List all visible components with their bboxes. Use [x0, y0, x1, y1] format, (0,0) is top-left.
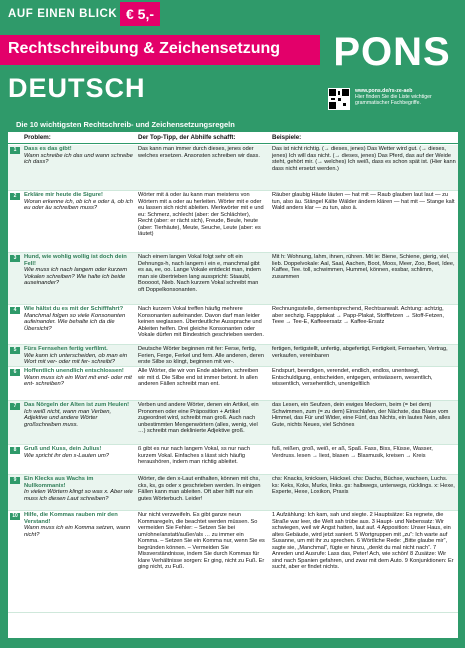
rule-row [8, 401, 458, 445]
problem-title: Fürs Fernsehen fertig verfilmt. [24, 346, 108, 352]
rule-row [8, 445, 458, 475]
rule-tip: Wörter mit ä oder äu kann man meistens von Wörtern mit a oder au herleiten. Wörter mit e oder eu lassen sich nicht ableiten. Merkwörter mit e und eu: Schmerz, schlecht (aber: der Schlächter), Recht (aber: er rächt sich), Freude, Beule, heute (aber: Tierhäute), Meute, Seuche, Leute (aber: es läutet) [138, 192, 264, 237]
rule-number: 6 [10, 369, 20, 376]
rule-tip: Verben und andere Wörter, denen ein Artikel, ein Pronomen oder eine Präposition + Artikel zugeordnet wird, schreibt man groß. Auch nach unbestimmten Mengenwörtern (alles, wenig, viel …) schreibt man deklinierte Adjektive groß. [138, 402, 259, 434]
rule-tip: Deutsche Wörter beginnen mit fer: Ferse, fertig, Ferien, Ferge, Ferkel und fern. Alle anderen, deren erste Silbe so klingt, beginnen mit ver-. [138, 346, 264, 365]
problem-title: Erkläre mir heute die Sigure! [24, 192, 103, 198]
problem-title: Hund, wie wohlig wollig ist doch dein Fell! [24, 254, 127, 267]
subtitle: Rechtschreibung & Zeichensetzung [8, 40, 281, 57]
rule-examples: das Lesen, ein Seufzen, dein ewiges Meckern, beim (= bei dem) Schwimmen, zum (= zu dem) Einschlafen, der Nächste, das Blaue vom Himmel, das Für und Wider, eine Fünf, das Nichts, ein lautes Nein, alles Gute, nichts Neues, viel Schönes [272, 402, 451, 428]
rule-row [8, 145, 458, 191]
problem-question: Manchmal folgen so viele Konsonanten aufeinander. Wie behalte ich da die Übersicht? [24, 312, 126, 332]
rule-examples: Rechnungsstelle, dementsprechend, Rechtsanwalt. Achtung: achtzig, aber sechzig. Fappplakat → Papp-Plakat, Stofffetzen → Stoff-Fetzen, Teee → Tee-E, Kaffeeersatz → Kaffee-Ersatz [272, 306, 444, 325]
cover-header [0, 0, 465, 117]
rule-row [8, 475, 458, 511]
rule-number: 3 [10, 255, 20, 262]
rule-examples: Räuber glaubig Häute läuten — hat mit — Raub glauben laut laut — zu tun, also äu. Stängel Kälte Wälder ändern klären — hat mit — Stange kalt Wald anders klar — zu tun, also ä. [272, 192, 455, 211]
problem-title: Das Nörgeln der Alten ist zum Heulen! [24, 402, 130, 408]
rule-tip: ß gibt es nur nach langem Vokal, ss nur nach kurzem Vokal. Einfaches s lässt sich häufig heraushören, indem man richtig ableitet. [138, 446, 250, 465]
col-tip: Der Top-Tipp, der Abhilfe schafft: [138, 134, 236, 141]
rule-row [8, 367, 458, 401]
problem-question: Wie kann ich unterscheiden, ob man ein Wort mit ver- oder mit fer- schreibt? [24, 352, 128, 366]
problem-title: Hilfe, die Kommas rauben mir den Verstand! [24, 512, 118, 525]
rule-number: 8 [10, 447, 20, 454]
rule-number: 4 [10, 307, 20, 314]
page-title: DEUTSCH [8, 73, 146, 103]
rule-row [8, 305, 458, 345]
problem-title: Hoffentlich unendlich entschlossen! [24, 368, 124, 374]
problem-title: Ein Klecks aus Wachs im Nullkommanix! [24, 476, 94, 489]
subtitle-banner [0, 35, 320, 65]
rule-tip: Nur nicht verzweifeln. Es gibt ganze neun Kommaregeln, die beachtet werden müssen. So vermeiden Sie Fehler: – Setzen Sie bei um/ohne/anstatt/außer/als … zu immer ein Komma. – Setzen Sie ein Komma nur, wenn Sie es begründen können. – Vermeiden Sie Missverständnisse, indem Sie durch Kommas für klare Verhältnisse sorgen: Er ging, nicht zu Fuß. Er ging nicht, zu Fuß. [138, 512, 265, 570]
problem-question: Wie muss ich nach langem oder kurzem Vokalen schreiben? Wie halte ich beide auseinander? [24, 267, 128, 287]
rule-problem [24, 192, 134, 212]
rule-tip: Das kann man immer durch dieses, jenes oder welches ersetzen. Ansonsten schreiben wir dass. [138, 146, 260, 159]
rule-examples: Endspurt, beendigen, verendet, endlich, endlos, unentwegt, Entschuldigung, entscheiden, entgegen, entwässern, wesentlich, wissentlich, versehentlich, unentgeltlich [272, 368, 433, 387]
table-heading: Die 10 wichtigsten Rechtschreib- und Zeichensetzungsregeln [8, 118, 458, 132]
rule-number: 9 [10, 477, 20, 484]
price-badge: € 5,- [120, 2, 160, 26]
rule-tip: Wörter, die den x-Laut enthalten, können mit chs, cks, ks, gs oder x geschrieben werden. In einigen Fällen kann man ableiten. Oft aber hilft nur ein gutes Wörterbuch. Leider! [138, 476, 261, 502]
problem-question: Wann schreibe ich das und wann schreibe ich dass? [24, 152, 133, 166]
rules-card [8, 118, 458, 638]
rule-tip: Nach kurzem Vokal treffen häufig mehrere Konsonanten aufeinander. Davon darf man leider keinen weglassen. Überdeutliche Aussprache und Ableiten helfen. Drei gleiche Konsonanten oder Vokale dürfen mit Bindestrich geschrieben werden. [138, 306, 264, 338]
series-label: AUF EINEN BLICK [8, 8, 118, 20]
rule-problem [24, 346, 134, 366]
problem-title: Gruß und Kuss, dein Julius! [24, 446, 102, 452]
rule-problem [24, 512, 134, 538]
rule-problem [24, 446, 134, 459]
rule-examples: fertigen, fertigstellt, unfertig, abgefertigt, Fertigkeit, Fernsehen, Vertrag, verkaufen, vereinbaren [272, 346, 448, 359]
rule-examples: fuß, reißen, groß, weiß, er aß, Spaß. Fass, Biss, Flüsse, Wasser, Verdruss. lesen → liest, blasen → Blasmusik, kreisen → Kreis [272, 446, 433, 459]
qr-caption [355, 88, 465, 107]
problem-question: In vielen Wörtern klingt so was x. Aber wie muss ich diesen Laut schreiben? [24, 489, 133, 502]
rule-row [8, 191, 458, 253]
problem-question: Wie spricht ihr den s-Lauten um? [24, 452, 110, 459]
rule-examples: chs: Knacks, knicksen, Häcksel. chs: Dachs, Büchse, wachsen, Luchs. ks: Keks, Koks, Murks, links. gs: halbwegs, unterwegs, rücklings. x: Hexe, Experte, Hexe, Loxikon, Praxis [272, 476, 455, 495]
rule-problem [24, 306, 134, 332]
rule-problem [24, 402, 134, 428]
rule-number: 2 [10, 193, 20, 200]
qr-code-icon[interactable] [328, 88, 350, 110]
brand-text: PONS [333, 31, 451, 71]
column-headers [8, 132, 458, 144]
problem-question: Ich weiß nicht, wann man Verben, Adjektive und andere Wörter großschreiben muss. [24, 408, 112, 428]
rule-row [8, 511, 458, 613]
qr-text: Hier finden Sie die Liste wichtiger grammatischer Fachbegriffe. [355, 94, 432, 107]
rule-tip: Alle Wörter, die wir von Ende ableiten, schreiben wir mit d. Die Silbe end ist immer betont. In allen anderen Fällen schreibt man ent. [138, 368, 259, 387]
col-problem: Problem: [24, 134, 51, 141]
problem-question: Woran erkenne ich, ob ich e oder ä, ob ich eu oder äu schreiben muss? [24, 198, 133, 212]
problem-question: Wann muss ich ein Wort mit end- oder mit ent- schreiben? [24, 374, 132, 388]
rule-row [8, 345, 458, 367]
rule-number: 7 [10, 403, 20, 410]
qr-url[interactable]: www.pons.de/rs-ze-aeb [355, 88, 413, 94]
problem-title: Wie hältst du es mit der Schifffahrt? [24, 306, 124, 312]
rule-examples: Das ist nicht richtig. (→ dieses, jenes) Das Wetter wird gut. (→ dieses, jenes) Ich will das nicht. (→ dieses, jenes) Das Pferd, das auf der Weide steht, gehört mir. (→ welches) Ich weiß, dass es schon spät ist. (Hier kann dass nicht ersetzt werden.) [272, 146, 456, 172]
rule-number: 5 [10, 347, 20, 354]
footer-bar [8, 640, 458, 648]
rule-problem [24, 476, 134, 502]
rule-examples: Mit h: Wohnung, lahm, ihnen, rühren. Mit ie: Biene, Schiene, gierig, viel, lieb. Doppelvokale: Aal, Saal, Aachen, Boot, Moos, Meer, Zoo, Beet, Idee, Kaffee, Tee. toll, schwimmen, Hummel, können, essbar, schlimm, zusammen [272, 254, 455, 280]
pons-logo [322, 31, 462, 71]
rule-number: 1 [10, 147, 20, 154]
problem-title: Dass es das gibt! [24, 146, 72, 152]
col-example: Beispiele: [272, 134, 302, 141]
rule-problem [24, 368, 134, 388]
rule-tip: Nach einem langen Vokal folgt sehr oft ein Dehnungs-h, nach langem i ein e, manchmal gibt es aa, ee, oo. Lange Vokale entdeckt man, indem man sie übertrieben lang ausspricht: Staaubl, Booooot, Nieb. Nach kurzem Vokal schreibt man oft Doppelkonsonanten. [138, 254, 261, 293]
rule-problem [24, 254, 134, 287]
rule-row [8, 253, 458, 305]
rule-examples: 1 Aufzählung: Ich kam, sah und siegte. 2 Hauptsätze: Es regnete, die Straße war leer, die Welt sah trübe aus. 3 Haupt- und Nebensatz: Wir schwiegen, weil wir Angst hatten, laut auf. 4 Apposition: Unser Haus, ein altes Gebäude, wird jetzt saniert. 5 Wortgruppen mit „zu“: Ich warte auf Susanne, um mit ihr zu sprechen. 6 Wörtliche Rede: „Bitte glaube mir“, sagte sie, „Manchmal“, fügte er hinzu, „denkt du mal nicht nach“. 7 Anreden und Ausrufe: Lass das, Peter! Ach, wie schön! 8 Zusätze: Wir sind nach Spanien gefahren, und zwar mit dem Auto. 9 Konjunktionen: Er sucht, aber er findet nichts. [272, 512, 454, 570]
rule-problem [24, 146, 134, 166]
rule-number: 10 [10, 513, 20, 520]
problem-question: Wann muss ich ein Komma setzen, wann nicht? [24, 525, 131, 538]
